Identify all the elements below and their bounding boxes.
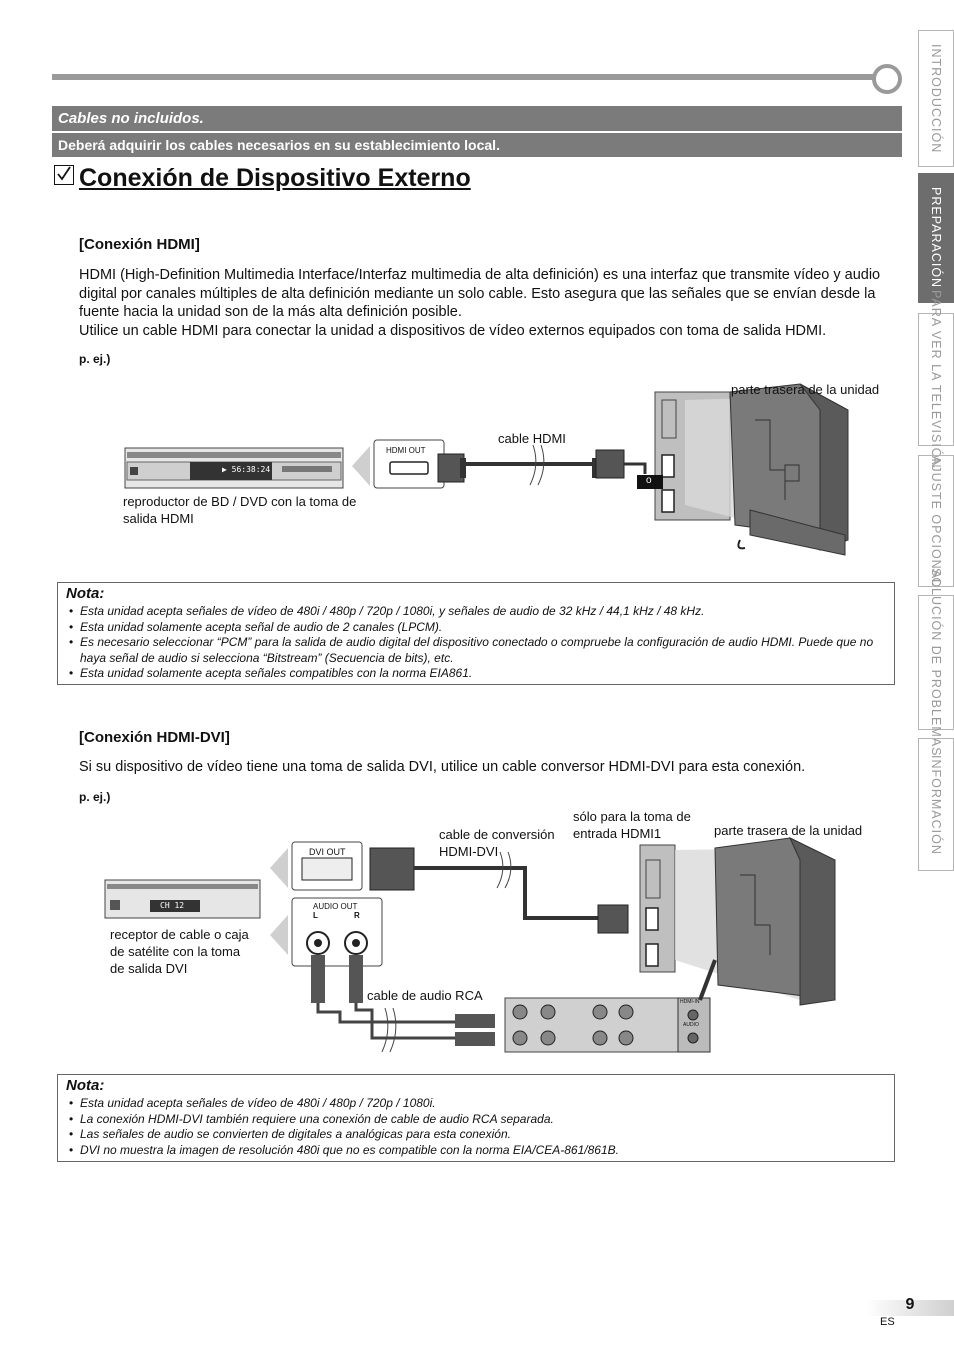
tab-label: PARA VER LA TELEVISIÓN xyxy=(929,290,943,469)
tab-label: PREPARACIÓN xyxy=(929,187,943,289)
tv-back-illustration-2 xyxy=(505,838,835,1052)
tab-introduccion[interactable] xyxy=(918,30,954,167)
note-1-item: • Esta unidad acepta señales de vídeo de 480i / 480p / 720p / 1080i, y señales de audio de 32 kHz / 44,1 kHz / 48 kHz. xyxy=(66,604,884,620)
note-2-item: • DVI no muestra la imagen de resolución 480i que no es compatible con la norma EIA/CEA-861/861B. xyxy=(66,1143,884,1159)
language-code: ES xyxy=(880,1316,895,1328)
audio-out-port-label: AUDIO OUT xyxy=(313,902,358,911)
tab-preparacion[interactable] xyxy=(918,173,954,303)
receiver-label: receptor de cable o caja de satélite con la toma de salida DVI xyxy=(110,927,249,976)
section-title-text: Conexión de Dispositivo Externo xyxy=(79,164,471,192)
rca-cable-label: cable de audio RCA xyxy=(367,988,483,1003)
tab-ajuste-opcional[interactable] xyxy=(918,455,954,587)
tab-informacion[interactable] xyxy=(918,738,954,871)
audio-out-r-label: R xyxy=(354,911,360,920)
banner-subtitle: Deberá adquirir los cables necesarios en su establecimiento local. xyxy=(52,133,902,157)
note-2-item: • Esta unidad acepta señales de vídeo de 480i / 480p / 720p / 1080i. xyxy=(66,1096,884,1112)
tab-solucion-de-problemas[interactable] xyxy=(918,568,954,757)
note-box-2 xyxy=(57,1074,895,1162)
hdmi-in-label: HDMI-IN xyxy=(680,999,700,1005)
dvi-out-port-label: DVI OUT xyxy=(309,847,346,857)
player-display-text: ▶ 56:38:24 xyxy=(222,465,271,474)
tab-label: AJUSTE OPCIONAL xyxy=(929,455,943,587)
audio-out-l-label: L xyxy=(313,911,318,920)
dvi-conversion-cable-label: cable de conversión HDMI-DVI xyxy=(439,827,555,859)
tv-back-illustration xyxy=(637,384,848,555)
note-1-item: • Esta unidad solamente acepta señal de audio de 2 canales (LPCM). xyxy=(66,620,884,636)
dvi-tv-back-label: parte trasera de la unidad xyxy=(714,823,863,838)
note-1-title: Nota: xyxy=(66,585,105,602)
dvi-only-hdmi1-label: sólo para la toma de entrada HDMI1 xyxy=(573,809,691,841)
note-2-title: Nota: xyxy=(66,1077,105,1094)
hdmi-arrow xyxy=(352,446,370,486)
dvi-example-label: p. ej.) xyxy=(79,790,111,804)
hdmi-paragraph-2: Utilice un cable HDMI para conectar la unidad a dispositivos de vídeo externos equipados con toma de salida HDMI. xyxy=(79,323,827,339)
dvi-paragraph: Si su dispositivo de vídeo tiene una toma de salida DVI, utilice un cable conversor HDMI-DVI para esta conexión. xyxy=(79,759,806,775)
note-2-item: • La conexión HDMI-DVI también requiere una conexión de cable de audio RCA separada. xyxy=(66,1112,884,1128)
tab-label: INFORMACIÓN xyxy=(929,754,943,855)
hdmi-tv-back-label: parte trasera de la unidad xyxy=(731,382,880,397)
hdmi-device-label: reproductor de BD / DVD con la toma de salida HDMI xyxy=(123,494,357,526)
hdmi-paragraph-1: HDMI (High-Definition Multimedia Interface/Interfaz multimedia de alta definición) es una interfaz que transmite vídeo y audio digital por canales múltiples de alta definición mediante un solo cable. Esto asegura que las señales que se envían desde la fuente hacia la unidad son de la más alta definición posible. xyxy=(79,267,881,320)
audio-in-label: AUDIO xyxy=(683,1022,699,1028)
port-marker: o xyxy=(646,475,652,486)
hdmi-out-port-label: HDMI OUT xyxy=(386,446,426,455)
page-number: 9 xyxy=(905,1296,915,1313)
note-2-item: • Las señales de audio se convierten de digitales a analógicas para esta conexión. xyxy=(66,1127,884,1143)
tab-label: INTRODUCCIÓN xyxy=(929,43,943,154)
hdmi-cable xyxy=(438,445,645,485)
note-1-item: • Esta unidad solamente acepta señales compatibles con la norma EIA861. xyxy=(66,666,884,682)
hdmi-example-label: p. ej.) xyxy=(79,352,111,366)
tab-para-ver-la-television[interactable] xyxy=(918,290,954,469)
dvi-arrow xyxy=(270,848,288,888)
note-box-1 xyxy=(57,582,895,685)
banner-title: Cables no incluidos. xyxy=(52,106,902,131)
audio-arrow xyxy=(270,915,288,955)
hdmi-heading: [Conexión HDMI] xyxy=(79,236,200,253)
note-1-item: • Es necesario seleccionar “PCM” para la salida de audio digital del dispositivo conectado o compruebe la configuración de audio HDMI. Puede que no haya señal de audio si selecciona “Bitstream” (Secuencia de bits), etc. xyxy=(66,635,884,666)
receiver-illustration xyxy=(105,880,260,918)
tab-label: SOLUCIÓN DE PROBLEMAS xyxy=(929,568,943,757)
hdmi-cable-label: cable HDMI xyxy=(498,431,566,446)
dvi-heading: [Conexión HDMI-DVI] xyxy=(79,729,230,746)
receiver-display-text: CH 12 xyxy=(160,901,185,910)
dvi-cable xyxy=(370,848,628,933)
